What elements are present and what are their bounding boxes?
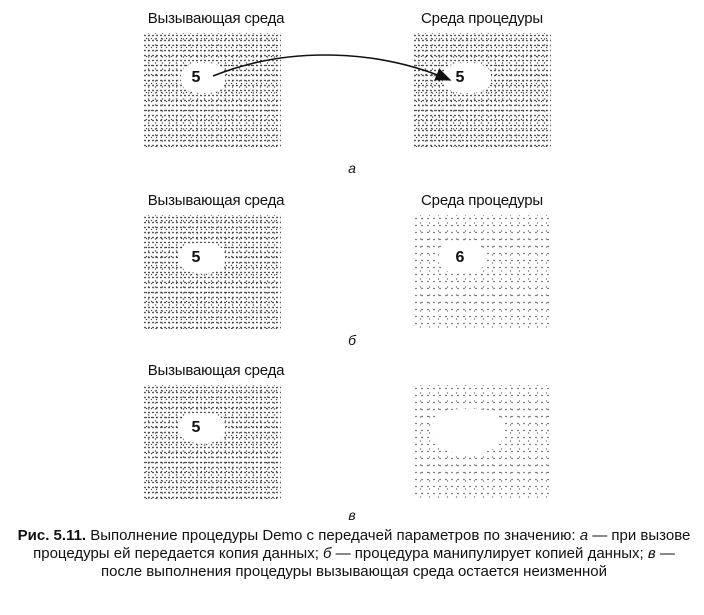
- procedure-value-b: 6: [455, 249, 465, 266]
- figure-label: Рис. 5.11.: [17, 527, 87, 544]
- caption-c-mark: в: [647, 545, 656, 562]
- caption-a-text: — при вызове процедуры ей передается копия данных;: [33, 527, 691, 562]
- caller-env-title-c: Вызывающая среда: [147, 362, 285, 379]
- caption-b-text: — процедура манипулирует копией данных;: [331, 545, 648, 562]
- caller-env-block-b: [143, 215, 281, 329]
- sub-label-c: в: [348, 507, 356, 523]
- caller-value-b: 5: [191, 249, 201, 266]
- caller-env-block-c: [143, 385, 281, 499]
- caption-text: Выполнение процедуры Demo с передачей параметров по значению:: [86, 527, 580, 544]
- procedure-value-a: 5: [455, 69, 465, 86]
- procedure-env-block-b: [413, 215, 551, 329]
- sub-label-b: б: [348, 332, 356, 348]
- procedure-env-title-b: Среда процедуры: [421, 192, 543, 209]
- caption-b-mark: б: [323, 545, 332, 562]
- caption-c-text: — после выполнения процедуры вызывающая среда остается неизменной: [100, 545, 675, 580]
- procedure-env-block-c: [413, 385, 551, 499]
- procedure-env-title-a: Среда процедуры: [421, 10, 543, 27]
- caller-env-title-b: Вызывающая среда: [147, 192, 285, 209]
- sub-label-a: а: [348, 160, 356, 176]
- caller-value-c: 5: [191, 419, 201, 436]
- caption-a-mark: а: [579, 527, 589, 544]
- caller-env-title-a: Вызывающая среда: [147, 10, 285, 27]
- figure-caption: [14, 527, 694, 581]
- caller-value-a: 5: [191, 69, 201, 86]
